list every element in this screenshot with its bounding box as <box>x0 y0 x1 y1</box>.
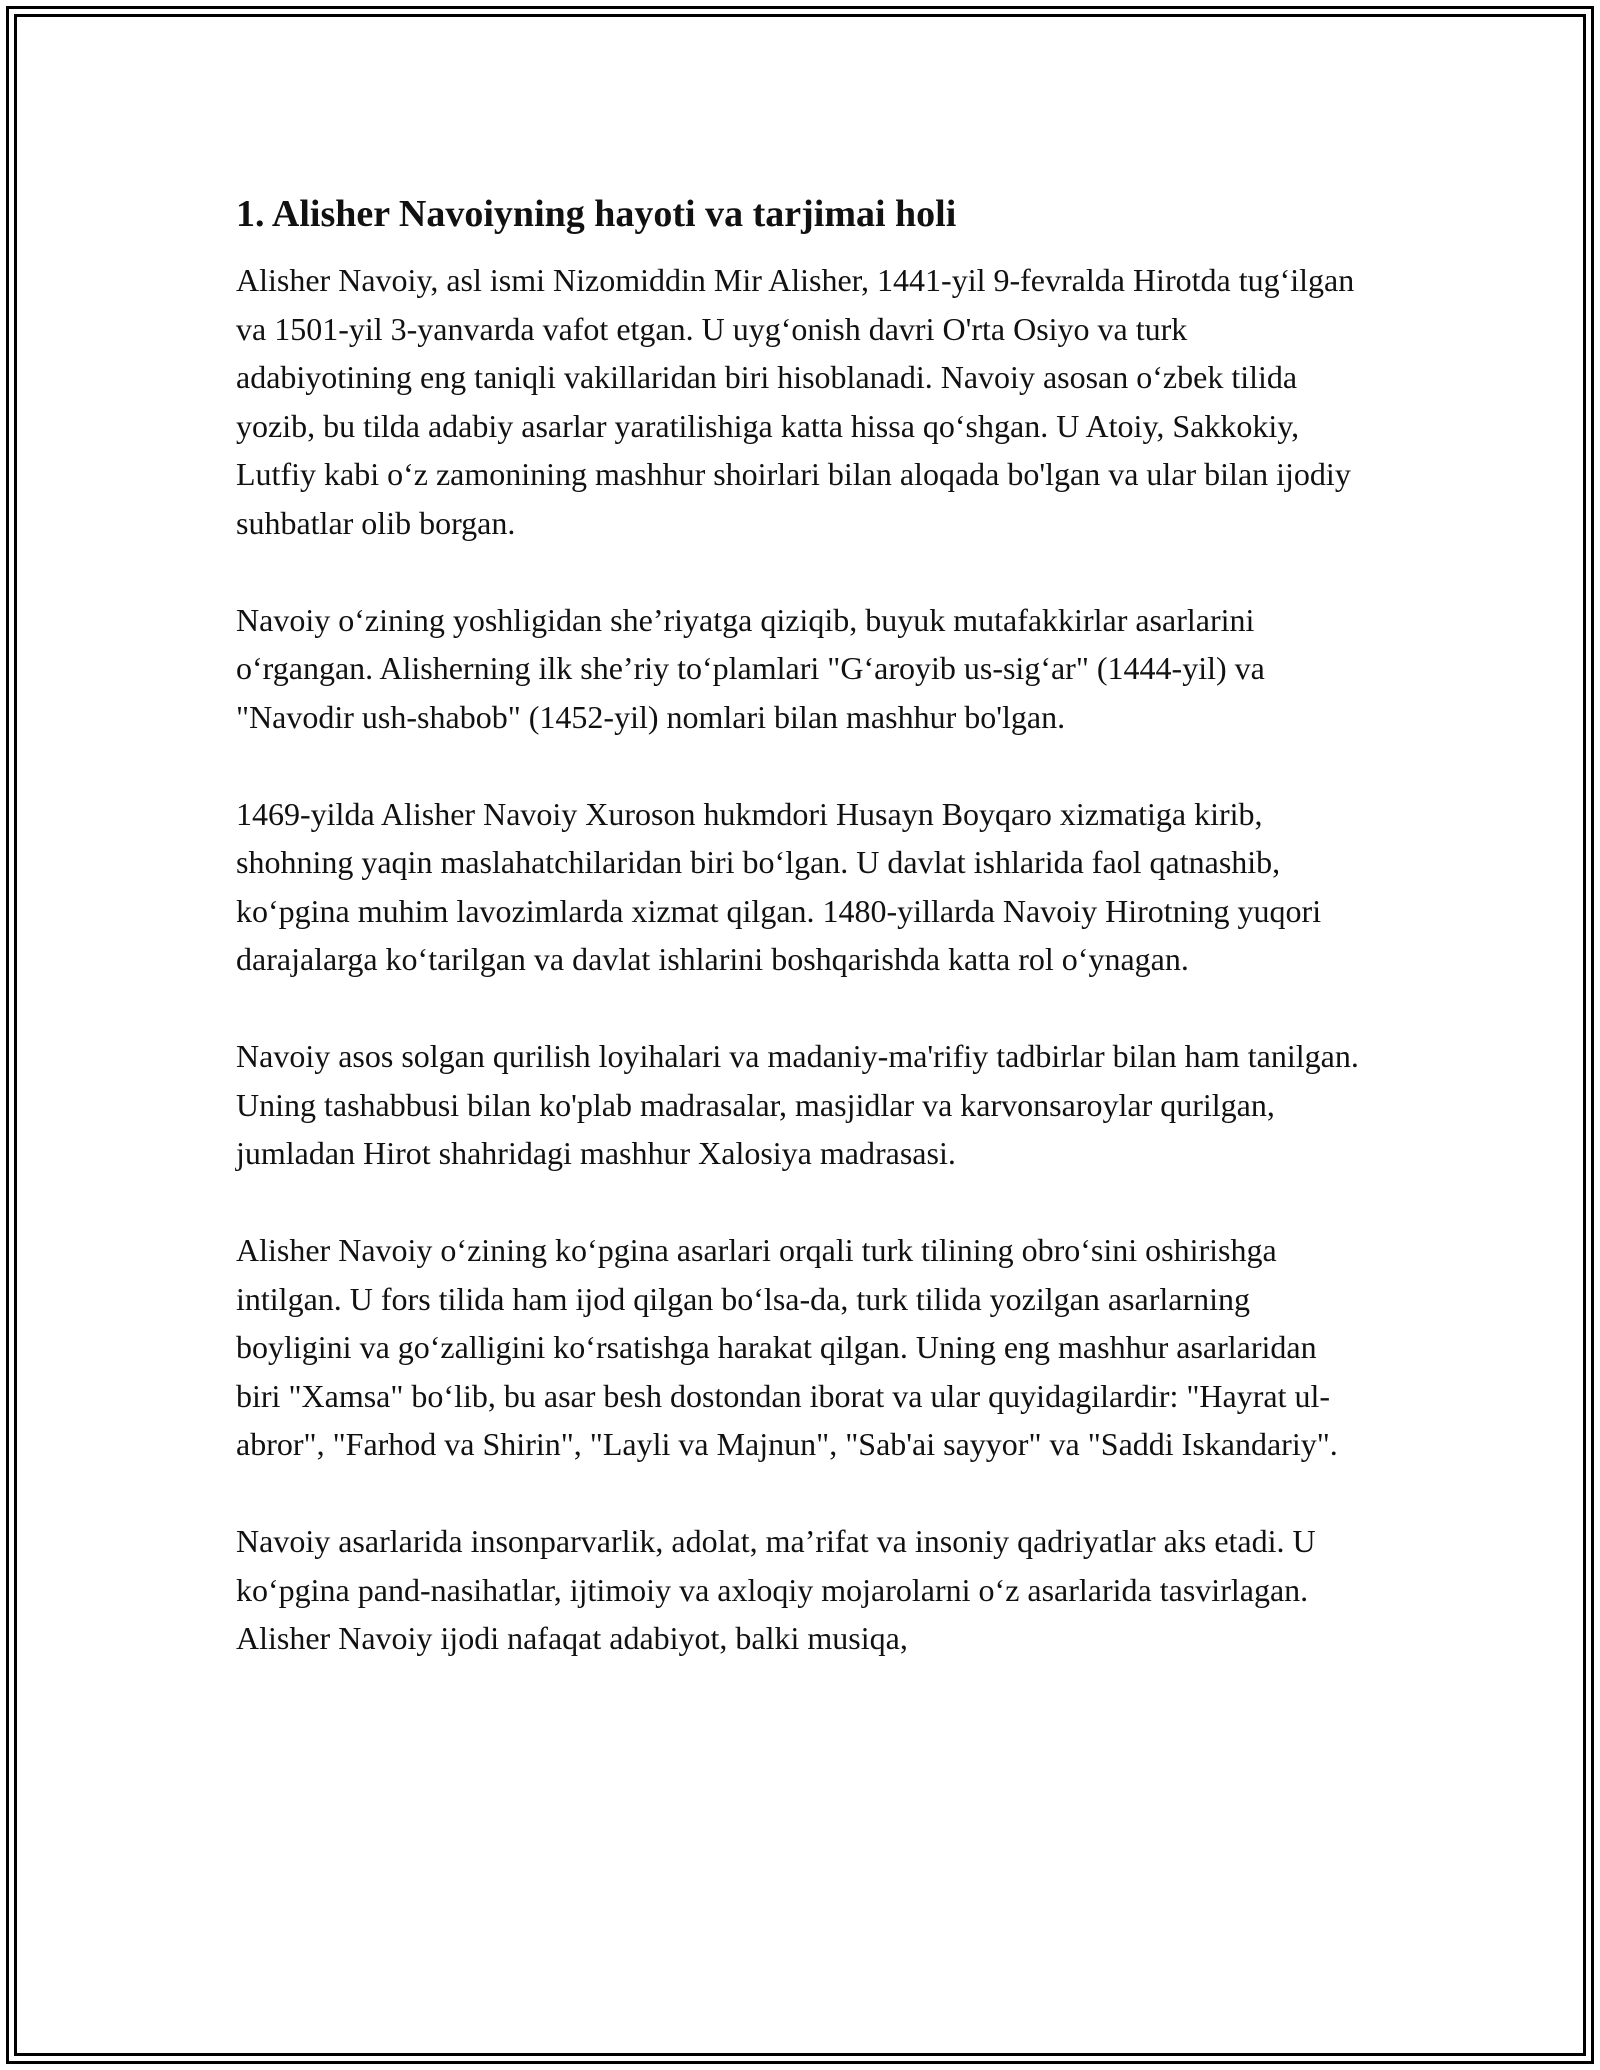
paragraph-birth-and-life: Alisher Navoiy, asl ismi Nizomiddin Mir Alisher, 1441-yil 9-fevralda Hirotda tug‘ilgan va 1501-yil 3-yanvarda vafot etgan. U uyg‘onish davri O'rta Osiyo va turk adabiyotining eng taniqli vakillaridan biri hisoblanadi. Navoiy asosan o‘zbek tilida yozib, bu tilda adabiy asarlar yaratilishiga katta hissa qo‘shgan. U Atoiy, Sakkokiy, Lutfiy kabi o‘z zamonining mashhur shoirlari bilan aloqada bo'lgan va ular bilan ijodiy suhbatlar olib borgan. <box>236 262 1355 541</box>
paragraph-state-service: 1469-yilda Alisher Navoiy Xuroson hukmdori Husayn Boyqaro xizmatiga kirib, shohning yaqin maslahatchilaridan biri bo‘lgan. U davlat ishlarida faol qatnashib, ko‘pgina muhim lavozimlarda xizmat qilgan. 1480-yillarda Navoiy Hirotning yuqori darajalarga ko‘tarilgan va davlat ishlarini boshqarishda katta rol o‘ynagan. <box>236 795 1322 977</box>
paragraph-early-poetry: Navoiy o‘zining yoshligidan she’riyatga qiziqib, buyuk mutafakkirlar asarlarini o‘rgangan. Alisherning ilk she’riy to‘plamlari "G‘aroyib us-sig‘ar" (1444-yil) va "Navodir ush-shabob" (1452-yil) nomlari bilan mashhur bo'lgan. <box>236 601 1265 735</box>
section-heading: 1. Alisher Navoiyning hayoti va tarjimai holi <box>236 193 957 235</box>
document-body <box>236 186 1366 1711</box>
paragraph-khamsa: Alisher Navoiy o‘zining ko‘pgina asarlari orqali turk tilining obro‘sini oshirishga intilgan. U fors tilida ham ijod qilgan bo‘lsa-da, turk tilida yozilgan asarlarning boyligini va go‘zalligini ko‘rsatishga harakat qilgan. Uning eng mashhur asarlaridan biri "Xamsa" bo‘lib, bu asar besh dostondan iborat va ular quyidagilardir: "Hayrat ul-abror", "Farhod va Shirin", "Layli va Majnun", "Sab'ai sayyor" va "Saddi Iskandariy". <box>236 1232 1338 1462</box>
paragraph-humanism: Navoiy asarlarida insonparvarlik, adolat, ma’rifat va insoniy qadriyatlar aks etadi. U ko‘pgina pand-nasihatlar, ijtimoiy va axloqiy mojarolarni o‘z asarlarida tasvirlagan. Alisher Navoiy ijodi nafaqat adabiyot, balki musiqa, <box>236 1523 1316 1656</box>
paragraph-construction-projects: Navoiy asos solgan qurilish loyihalari va madaniy-ma'rifiy tadbirlar bilan ham tanilgan. Uning tashabbusi bilan ko'plab madrasalar, masjidlar va karvonsaroylar qurilgan, jumladan Hirot shahridagi mashhur Xalosiya madrasasi. <box>236 1038 1359 1171</box>
